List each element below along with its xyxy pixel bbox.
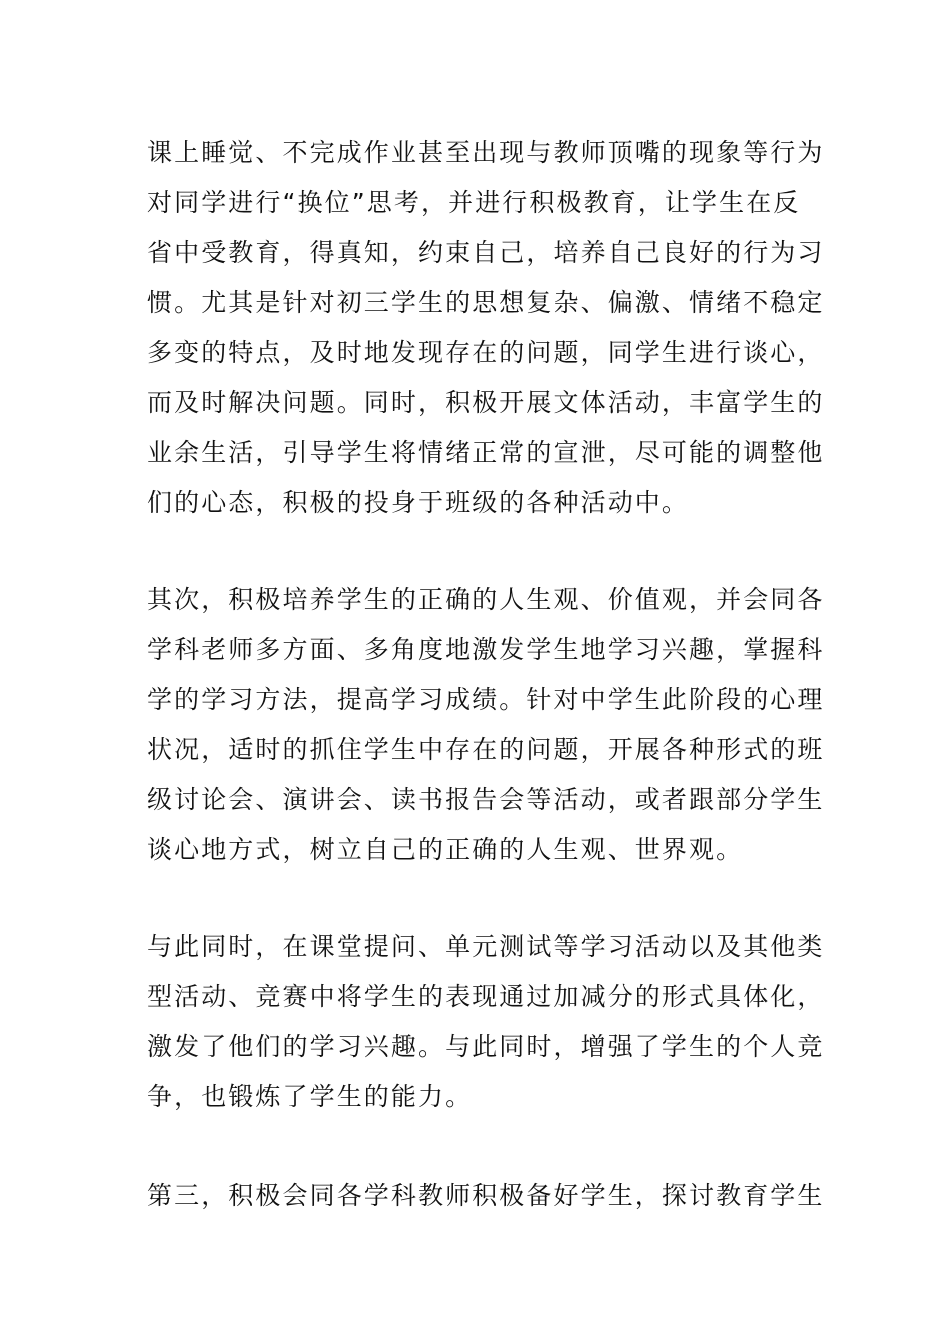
paragraph — [147, 575, 825, 875]
text-line: 谈心地方式，树立自己的正确的人生观、世界观。 — [147, 835, 744, 864]
text-line: 级讨论会、演讲会、读书报告会等活动，或者跟部分学生 — [147, 785, 825, 814]
text-line: 第三，积极会同各学科教师积极备好学生，探讨教育学生 — [147, 1181, 825, 1210]
text-line: 业余生活，引导学生将情绪正常的宣泄，尽可能的调整他 — [147, 438, 825, 467]
text-line: 惯。尤其是针对初三学生的思想复杂、偏激、情绪不稳定 — [147, 288, 825, 317]
text-line: 与此同时，在课堂提问、单元测试等学习活动以及其他类 — [147, 932, 825, 961]
text-line: 状况，适时的抓住学生中存在的问题，开展各种形式的班 — [147, 735, 825, 764]
paragraph — [147, 922, 825, 1122]
text-line: 多变的特点，及时地发现存在的问题，同学生进行谈心， — [147, 338, 825, 367]
paragraph — [147, 128, 825, 528]
text-line: 而及时解决问题。同时，积极开展文体活动，丰富学生的 — [147, 388, 825, 417]
text-line: 型活动、竞赛中将学生的表现通过加减分的形式具体化， — [147, 982, 825, 1011]
text-line: 其次，积极培养学生的正确的人生观、价值观，并会同各 — [147, 585, 825, 614]
text-line: 们的心态，积极的投身于班级的各种活动中。 — [147, 488, 690, 517]
paragraph — [147, 1171, 825, 1221]
text-line: 争，也锻炼了学生的能力。 — [147, 1082, 473, 1111]
text-line: 课上睡觉、不完成作业甚至出现与教师顶嘴的现象等行为 — [147, 138, 825, 167]
text-line: 学的学习方法，提高学习成绩。针对中学生此阶段的心理 — [147, 685, 825, 714]
text-line: 省中受教育，得真知，约束自己，培养自己良好的行为习 — [147, 238, 825, 267]
text-line: 激发了他们的学习兴趣。与此同时，增强了学生的个人竞 — [147, 1032, 825, 1061]
text-line: 学科老师多方面、多角度地激发学生地学习兴趣，掌握科 — [147, 635, 825, 664]
text-line: 对同学进行“换位”思考，并进行积极教育，让学生在反 — [147, 188, 801, 217]
